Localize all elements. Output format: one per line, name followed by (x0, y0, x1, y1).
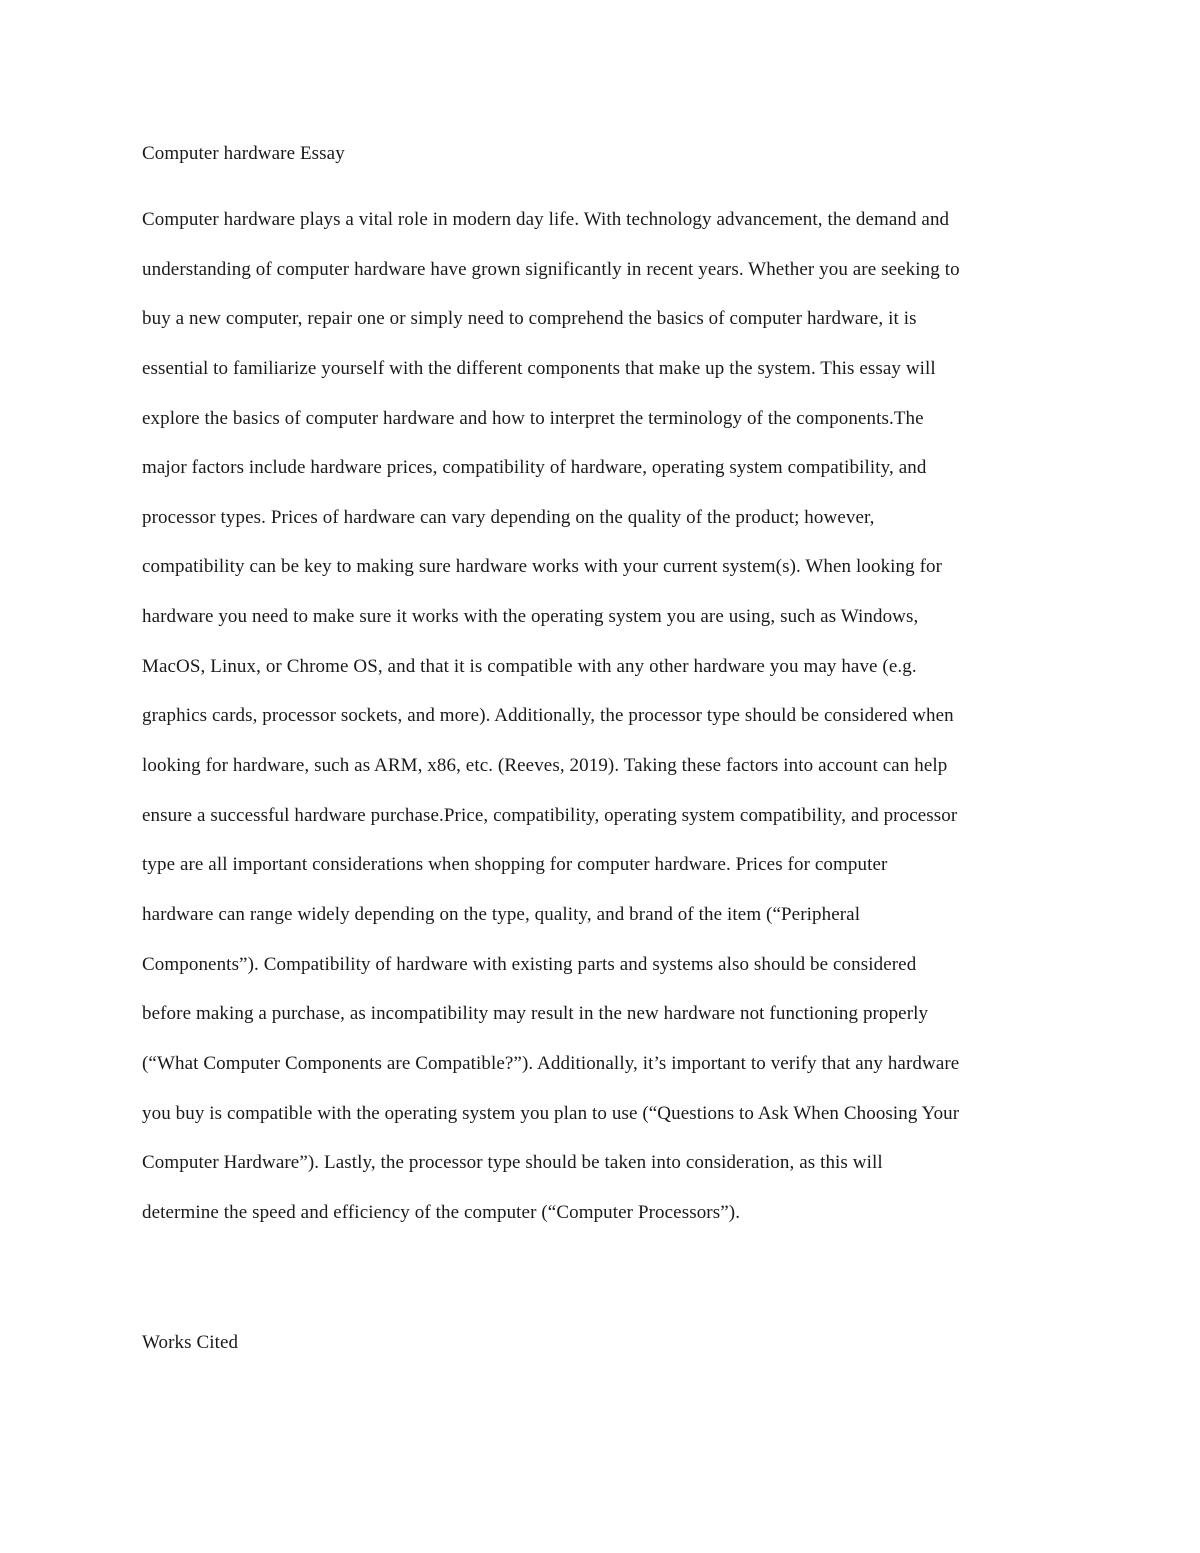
body-line: compatibility can be key to making sure hardware works with your current system(s). When looking for (142, 556, 943, 578)
body-line: before making a purchase, as incompatibility may result in the new hardware not functioning properly (142, 1003, 929, 1025)
body-line: you buy is compatible with the operating system you plan to use (“Questions to Ask When Choosing Your (142, 1102, 960, 1124)
body-line: hardware can range widely depending on the type, quality, and brand of the item (“Peripheral (142, 903, 861, 925)
body-line: (“What Computer Components are Compatible?”). Additionally, it’s important to verify that any hardware (142, 1052, 960, 1074)
body-line: graphics cards, processor sockets, and more). Additionally, the processor type should be considered when (142, 705, 954, 727)
body-line: type are all important considerations when shopping for computer hardware. Prices for computer (142, 854, 888, 876)
body-line: major factors include hardware prices, compatibility of hardware, operating system compatibility, and (142, 457, 927, 479)
essay-body (142, 207, 1082, 1249)
body-line: hardware you need to make sure it works with the operating system you are using, such as Windows, (142, 606, 919, 628)
body-line: ensure a successful hardware purchase.Price, compatibility, operating system compatibility, and processor (142, 804, 958, 826)
body-line: Computer hardware plays a vital role in modern day life. With technology advancement, the demand and (142, 209, 950, 230)
body-line: determine the speed and efficiency of the computer (“Computer Processors”). (142, 1201, 741, 1223)
body-line: explore the basics of computer hardware and how to interpret the terminology of the components.The (142, 407, 924, 429)
essay-title: Computer hardware Essay (142, 143, 345, 164)
body-line: essential to familiarize yourself with the different components that make up the system. This essay will (142, 357, 936, 379)
body-line: Components”). Compatibility of hardware with existing parts and systems also should be considered (142, 953, 917, 975)
body-line: understanding of computer hardware have grown significantly in recent years. Whether you are seeking to (142, 258, 960, 280)
body-line: buy a new computer, repair one or simply need to comprehend the basics of computer hardware, it is (142, 308, 917, 330)
body-line: Computer Hardware”). Lastly, the processor type should be taken into consideration, as this will (142, 1152, 883, 1174)
body-line: MacOS, Linux, or Chrome OS, and that it is compatible with any other hardware you may have (e.g. (142, 655, 917, 677)
works-cited-heading: Works Cited (142, 1332, 239, 1353)
body-line: looking for hardware, such as ARM, x86, etc. (Reeves, 2019). Taking these factors into account can help (142, 755, 948, 777)
body-line: processor types. Prices of hardware can vary depending on the quality of the product; however, (142, 506, 875, 528)
